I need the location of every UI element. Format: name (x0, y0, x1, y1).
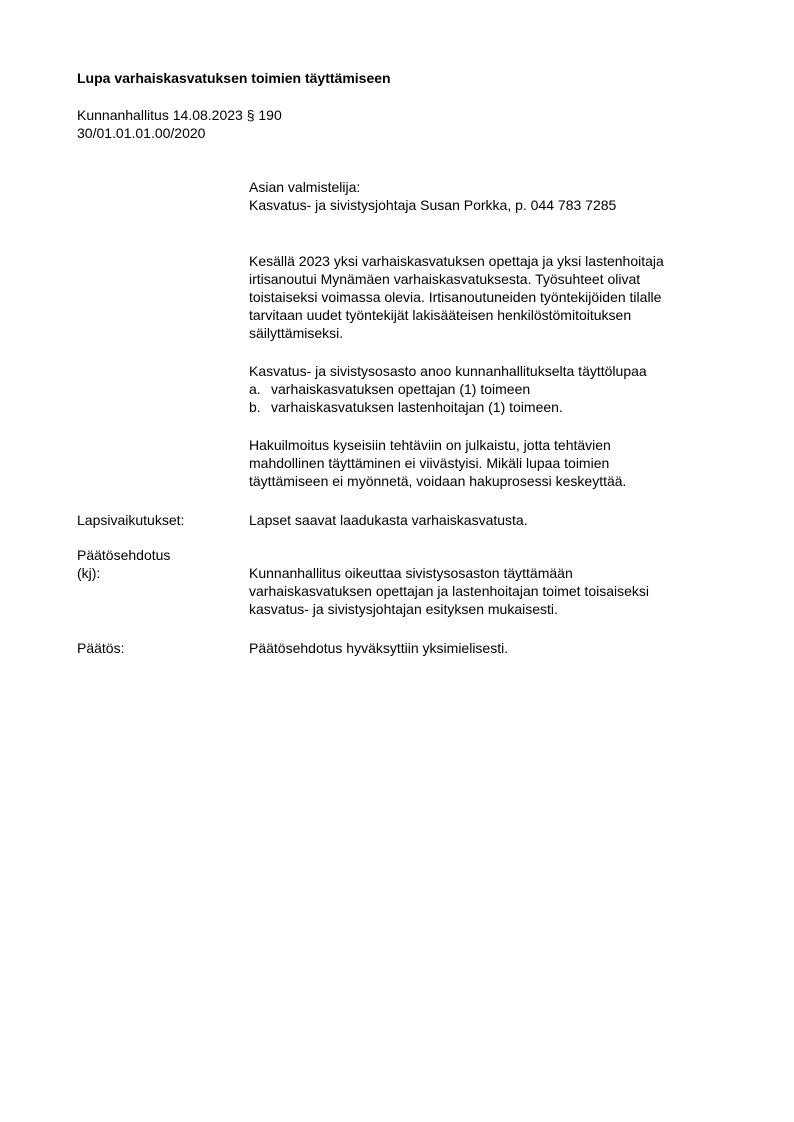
list-text: varhaiskasvatuksen lastenhoitajan (1) toimeen. (271, 399, 563, 415)
proposal-label (77, 546, 170, 582)
proposal-text (249, 564, 649, 618)
child-impact-label: Lapsivaikutukset: (77, 512, 185, 528)
decision-label: Päätös: (77, 640, 125, 656)
request-intro: Kasvatus- ja sivistysosasto anoo kunnanhallitukselta täyttölupaa (249, 363, 647, 379)
paragraph-line: irtisanoutui Mynämäen varhaiskasvatuksesta. Työsuhteet olivat (249, 271, 641, 287)
list-text: varhaiskasvatuksen opettajan (1) toimeen (271, 381, 531, 397)
proposal-line: kasvatus- ja sivistysjohtajan esityksen mukaisesti. (249, 601, 558, 617)
paragraph-line: mahdollinen täyttäminen ei viivästyisi. Mikäli lupaa toimien (249, 455, 610, 471)
paragraph-line: täyttämiseen ei myönnetä, voidaan hakuprosessi keskeyttää. (249, 473, 627, 489)
meeting-reference: Kunnanhallitus 14.08.2023 § 190 (77, 107, 282, 123)
paragraph-line: tarvitaan uudet työntekijät lakisääteisen henkilöstömitoituksen (249, 307, 632, 323)
background-paragraph-2 (249, 362, 647, 416)
record-number: 30/01.01.01.00/2020 (77, 125, 206, 141)
list-marker: a. (249, 381, 261, 397)
proposal-line: varhaiskasvatuksen opettajan ja lastenhoitajan toimet toisaiseksi (249, 583, 650, 599)
child-impact-text: Lapset saavat laadukasta varhaiskasvatusta. (249, 512, 528, 528)
proposal-label-line: (kj): (77, 565, 101, 581)
proposal-line: Kunnanhallitus oikeuttaa sivistysosaston täyttämään (249, 565, 573, 581)
paragraph-line: säilyttämiseksi. (249, 325, 344, 341)
preparer-heading: Asian valmistelija: (249, 179, 361, 195)
paragraph-line: toistaiseksi voimassa olevia. Irtisanoutuneiden työntekijöiden tilalle (249, 289, 662, 305)
background-paragraph-1 (249, 252, 664, 342)
meeting-meta (77, 106, 282, 142)
preparer-block (249, 178, 616, 214)
list-marker: b. (249, 399, 261, 415)
paragraph-line: Kesällä 2023 yksi varhaiskasvatuksen opettaja ja yksi lastenhoitaja (249, 253, 664, 269)
decision-text: Päätösehdotus hyväksyttiin yksimielisesti. (249, 640, 509, 656)
list-item (249, 398, 647, 416)
list-item (249, 380, 647, 398)
preparer-name: Kasvatus- ja sivistysjohtaja Susan Porkka, p. 044 783 7285 (249, 197, 617, 213)
paragraph-line: Hakuilmoitus kyseisiin tehtäviin on julkaistu, jotta tehtävien (249, 437, 611, 453)
background-paragraph-3 (249, 436, 626, 490)
document-title: Lupa varhaiskasvatuksen toimien täyttämiseen (77, 70, 391, 86)
proposal-label-line: Päätösehdotus (77, 547, 171, 563)
